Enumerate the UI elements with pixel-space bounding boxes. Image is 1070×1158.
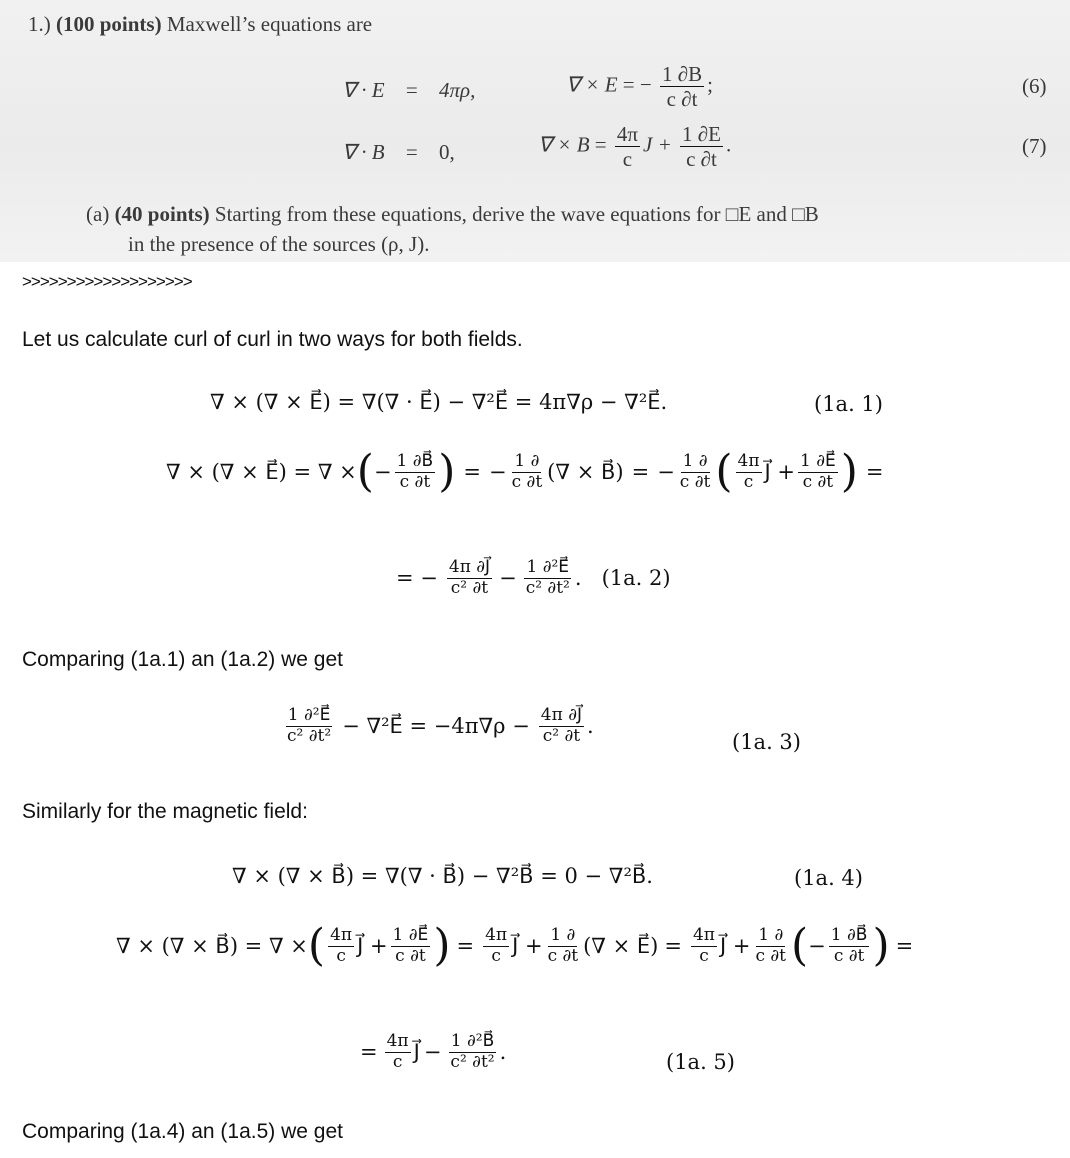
- separator-arrows: >>>>>>>>>>>>>>>>>>>: [22, 272, 192, 291]
- part-a-line1: [86, 202, 819, 227]
- eq6-lhs: ∇ · E: [342, 78, 385, 102]
- problem-points: (100 points): [56, 12, 162, 36]
- eq7-mid: J +: [643, 132, 672, 157]
- problem-number: 1.): [28, 12, 51, 36]
- eq6-rhs: 4πρ,: [438, 78, 476, 102]
- equation-1a1: ∇ × (∇ × E⃗) = ∇(∇ · E⃗) − ∇²E⃗ = 4π∇ρ − ∇²E⃗.: [210, 390, 668, 414]
- eq6-frac-den: c ∂t: [666, 87, 698, 112]
- eq7-lhs: ∇ · B: [342, 140, 385, 164]
- equation-1a5-line1: ∇ × (∇ × B⃗) = ∇ × ( $\frac{4\pi}{c}$ J⃗ + $\frac{1 \partial E⃗}{c \partial t}$ ) = $\frac{4\pi}{c}$ J⃗ + $\frac{1 \partial}{c \partial t}$ (∇ × E⃗) = $\frac{4\pi}{c}$ J⃗ + $\frac{1 \partial}{c \partial t}$ ( − $\frac{1 \partial B⃗}{c \partial t}$ ) =: [116, 920, 914, 971]
- label-1a2: (1a. 2): [601, 566, 671, 591]
- equation-1a5-line2: = $\frac{4\pi}{c}$ J⃗ − $\frac{\text{1 ∂²B⃗}}{\text{c² ∂t²}}$ .: [360, 1031, 507, 1072]
- label-1a1: (1a. 1): [814, 392, 883, 416]
- eq7-frac1-num: 4π: [616, 122, 638, 146]
- eq6-tail: ;: [707, 72, 713, 97]
- eq7-divergence: ∇ · B = 0,: [342, 140, 455, 164]
- eq5-start: ∇ × (∇ × B⃗) = ∇ ×: [116, 934, 308, 958]
- compare-text-1: Comparing (1a.1) an (1a.2) we get: [22, 648, 343, 671]
- similarly-text: Similarly for the magnetic field:: [22, 800, 308, 823]
- equation-1a4: ∇ × (∇ × B⃗) = ∇(∇ · B⃗) − ∇²B⃗ = 0 − ∇²B⃗.: [232, 864, 653, 888]
- eq6-tag: (6): [1022, 74, 1047, 98]
- eq6-curl: [566, 62, 713, 111]
- part-a-points: (40 points): [114, 202, 210, 226]
- problem-heading: [28, 12, 372, 37]
- equation-1a3: $\frac{\text{1 ∂²E⃗}}{\text{c² ∂t²}}$ − ∇²E⃗ = −4π∇ρ − $\frac{4\pi \partial J⃗}{\text{c² ∂t}}$ .: [287, 705, 594, 746]
- eq7-frac2-num: 1 ∂E: [682, 122, 721, 146]
- eq6-divergence: ∇ · E = 4πρ,: [342, 78, 476, 102]
- compare-text-2: Comparing (1a.4) an (1a.5) we get: [22, 1120, 343, 1143]
- eq7-curl: [538, 122, 731, 171]
- part-a-text1: Starting from these equations, derive the wave equations for □E and □B: [214, 202, 819, 226]
- label-1a3: (1a. 3): [732, 730, 801, 754]
- problem-intro: Maxwell’s equations are: [166, 12, 373, 36]
- eq7-curl-lhs: ∇ × B: [538, 132, 590, 157]
- eq7-tail: .: [725, 132, 732, 157]
- eq2-start: ∇ × (∇ × E⃗) = ∇ ×: [166, 460, 357, 484]
- eq7-curl-sign: =: [594, 132, 607, 157]
- part-a-label: (a): [86, 202, 110, 226]
- equation-1a2-line2: = − $\frac{4\pi \partial J⃗}{\text{c² ∂t}}$ − $\frac{\text{1 ∂²E⃗}}{\text{c² ∂t²}}$ . (1a. 2): [396, 557, 671, 598]
- eq6-curl-lhs: ∇ × E: [566, 72, 618, 97]
- intro-text: Let us calculate curl of curl in two ways for both fields.: [22, 328, 523, 351]
- label-1a5: (1a. 5): [666, 1050, 735, 1074]
- eq7-tag: (7): [1022, 134, 1047, 158]
- eq7-frac1-den: c: [622, 147, 633, 172]
- eq7-rhs: 0,: [438, 140, 455, 164]
- equation-1a2-line1: ∇ × (∇ × E⃗) = ∇ × ( − $\frac{1 \partial B⃗}{c \partial t}$ ) = − $\frac{1 \partial}{c \partial t}$ (∇ × B⃗) = − $\frac{1 \partial}{c \partial t}$ ( $\frac{4\pi}{c}$ J⃗ + $\frac{1 \partial E⃗}{c \partial t}$ ) =: [166, 446, 884, 497]
- eq6-frac-num: 1 ∂B: [661, 62, 703, 86]
- eq7-frac2-den: c ∂t: [686, 147, 717, 172]
- label-1a4: (1a. 4): [794, 866, 863, 890]
- eq6-curl-sign: = −: [622, 72, 652, 97]
- part-a-text2: in the presence of the sources (ρ, J).: [128, 232, 430, 256]
